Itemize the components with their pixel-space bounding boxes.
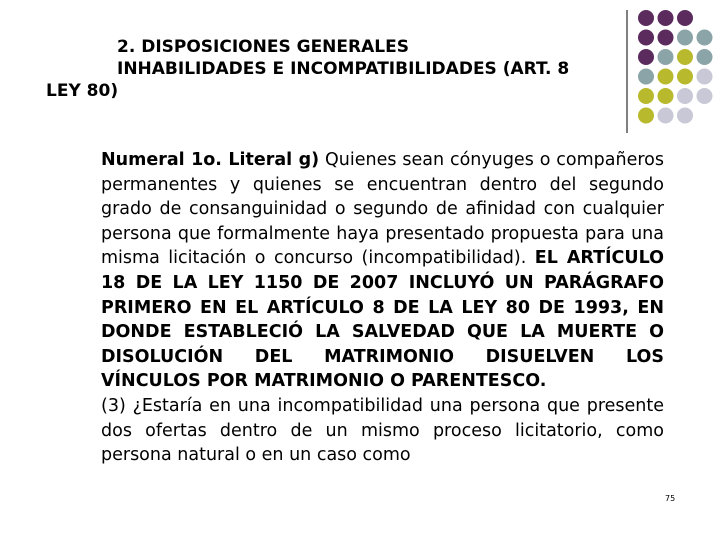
decorative-dot [658, 49, 674, 65]
decorative-dot [677, 108, 693, 124]
decorative-dot [677, 30, 693, 46]
numeral-text: Quienes sean cónyuges o compañeros permanentes y quienes se encuentran dentro del segundo grado de consanguinidad o segundo de afinidad con cualquier persona que formalmente haya presentado propuesta para una misma licitación o concurso (incompatibilidad). [101, 150, 664, 269]
decorative-dot [677, 69, 693, 85]
decorative-dot [658, 69, 674, 85]
decorative-dot [658, 30, 674, 46]
decorative-dot [638, 69, 654, 85]
vertical-divider [626, 10, 628, 133]
decorative-dot [658, 88, 674, 104]
title-line-2: INHABILIDADES E INCOMPATIBILIDADES (ART. 8 [117, 59, 570, 79]
decorative-dot [697, 88, 713, 104]
slide-body [101, 148, 664, 468]
paragraph-numeral [101, 148, 664, 394]
decorative-dot [677, 10, 693, 26]
paragraph-question: (3) ¿Estaría en una incompatibilidad una persona que presente dos ofertas dentro de un mismo proceso licitatorio, como persona natural o en un caso como [101, 395, 664, 466]
decorative-dot [677, 49, 693, 65]
decorative-dot [638, 108, 654, 124]
title-line-1: 2. DISPOSICIONES GENERALES [117, 37, 409, 57]
decorative-dot [638, 10, 654, 26]
page-number: 75 [665, 494, 676, 503]
decorative-dot [677, 88, 693, 104]
title-line-3: LEY 80) [46, 81, 119, 101]
decorative-dot [638, 88, 654, 104]
decorative-dot-grid [636, 10, 720, 126]
slide-title [46, 36, 626, 102]
numeral-label: Numeral 1o. Literal g) [101, 150, 320, 170]
decorative-dot [697, 30, 713, 46]
decorative-dot [697, 49, 713, 65]
numeral-bold-text: EL ARTÍCULO 18 DE LA LEY 1150 DE 2007 INCLUYÓ UN PARÁGRAFO PRIMERO EN EL ARTÍCULO 8 DE LA LEY 80 DE 1993, EN DONDE ESTABLECIÓ LA SALVEDAD QUE LA MUERTE O DISOLUCIÓN DEL MATRIMONIO DISUELVEN LOS VÍNCULOS POR MATRIMONIO O PARENTESCO. [101, 248, 664, 392]
decorative-dot [658, 108, 674, 124]
decorative-dot [638, 30, 654, 46]
decorative-dot [697, 69, 713, 85]
decorative-dot [638, 49, 654, 65]
decorative-dot [658, 10, 674, 26]
